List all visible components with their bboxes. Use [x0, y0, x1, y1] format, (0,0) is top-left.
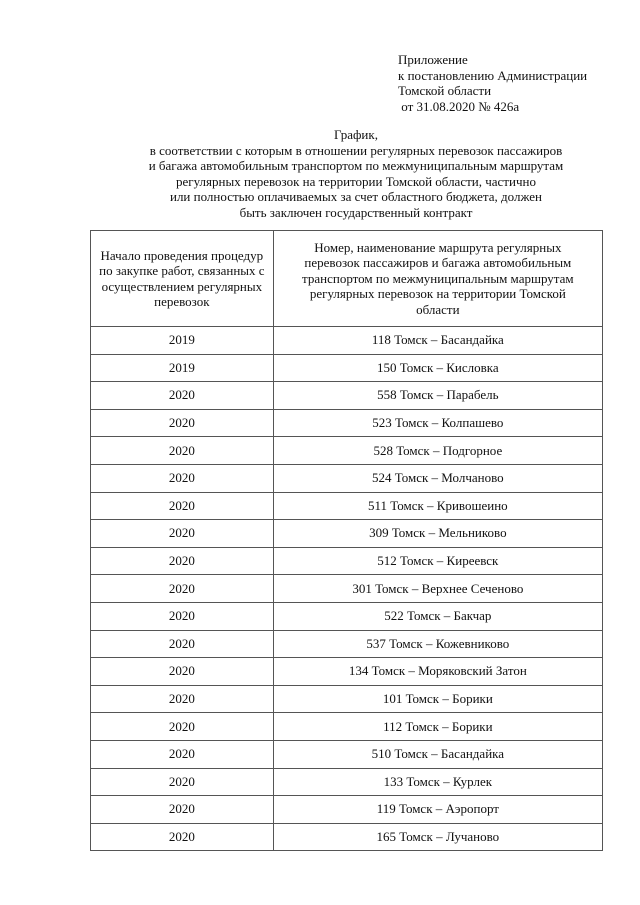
route-cell: 524 Томск – Молчаново	[273, 464, 602, 492]
appendix-line: от 31.08.2020 № 426а	[398, 98, 520, 114]
title-line: График,	[334, 127, 378, 142]
route-cell: 134 Томск – Моряковский Затон	[273, 658, 602, 686]
year-cell: 2020	[91, 685, 274, 713]
table-row	[91, 796, 603, 824]
route-cell: 309 Томск – Мельниково	[273, 520, 602, 548]
table-row	[91, 409, 603, 437]
appendix-line: к постановлению Администрации	[398, 67, 588, 83]
table-row	[91, 630, 603, 658]
year-cell: 2020	[91, 437, 274, 465]
table-header-row	[91, 231, 603, 327]
table-row	[91, 547, 603, 575]
appendix-line: Приложение	[398, 52, 468, 67]
route-cell: 165 Томск – Лучаново	[273, 823, 602, 851]
title-line: в соответствии с которым в отношении регулярных перевозок пассажиров	[149, 142, 563, 158]
year-cell: 2020	[91, 768, 274, 796]
route-cell: 528 Томск – Подгорное	[273, 437, 602, 465]
table-row	[91, 327, 603, 355]
year-cell: 2020	[91, 602, 274, 630]
schedule-table	[90, 230, 603, 851]
route-cell: 537 Томск – Кожевниково	[273, 630, 602, 658]
table-row	[91, 437, 603, 465]
route-cell: 301 Томск – Верхнее Сеченово	[273, 575, 602, 603]
year-cell: 2020	[91, 520, 274, 548]
table-row	[91, 685, 603, 713]
year-cell: 2020	[91, 658, 274, 686]
table-body	[91, 327, 603, 851]
table-row	[91, 382, 603, 410]
route-cell: 558 Томск – Парабель	[273, 382, 602, 410]
year-cell: 2020	[91, 796, 274, 824]
route-cell: 150 Томск – Кисловка	[273, 354, 602, 382]
route-cell: 523 Томск – Колпашево	[273, 409, 602, 437]
appendix-line: Томской области	[398, 83, 492, 98]
route-cell: 101 Томск – Борики	[273, 685, 602, 713]
year-cell: 2020	[91, 382, 274, 410]
route-cell: 511 Томск – Кривошеино	[273, 492, 602, 520]
title-line: или полностью оплачиваемых за счет областного бюджета, должен	[169, 189, 542, 204]
table-row	[91, 740, 603, 768]
title-line: регулярных перевозок на территории Томской области, частично	[176, 173, 536, 189]
appendix-block	[398, 52, 587, 114]
year-cell: 2020	[91, 630, 274, 658]
table-row	[91, 713, 603, 741]
route-cell: 133 Томск – Курлек	[273, 768, 602, 796]
table-row	[91, 520, 603, 548]
header-procurement-start: Начало проведения процедур по закупке работ, связанных с осуществлением регулярных перевозок	[91, 231, 274, 327]
table-row	[91, 602, 603, 630]
year-cell: 2020	[91, 713, 274, 741]
year-cell: 2020	[91, 740, 274, 768]
route-cell: 510 Томск – Басандайка	[273, 740, 602, 768]
header-route: Номер, наименование маршрута регулярных перевозок пассажиров и багажа автомобильным транспортом по межмуниципальным маршрутам регулярных перевозок на территории Томской области	[273, 231, 602, 327]
table-row	[91, 658, 603, 686]
year-cell: 2020	[91, 547, 274, 575]
route-cell: 118 Томск – Басандайка	[273, 327, 602, 355]
year-cell: 2019	[91, 327, 274, 355]
year-cell: 2020	[91, 409, 274, 437]
year-cell: 2020	[91, 823, 274, 851]
year-cell: 2019	[91, 354, 274, 382]
table-row	[91, 354, 603, 382]
route-cell: 119 Томск – Аэропорт	[273, 796, 602, 824]
title-line: и багажа автомобильным транспортом по межмуниципальным маршрутам	[148, 158, 564, 173]
year-cell: 2020	[91, 464, 274, 492]
year-cell: 2020	[91, 492, 274, 520]
year-cell: 2020	[91, 575, 274, 603]
table-row	[91, 575, 603, 603]
document-title	[96, 127, 616, 220]
table-row	[91, 823, 603, 851]
title-line: быть заключен государственный контракт	[239, 204, 473, 220]
route-cell: 512 Томск – Киреевск	[273, 547, 602, 575]
route-cell: 522 Томск – Бакчар	[273, 602, 602, 630]
route-cell: 112 Томск – Борики	[273, 713, 602, 741]
table-row	[91, 464, 603, 492]
table-row	[91, 492, 603, 520]
table-row	[91, 768, 603, 796]
